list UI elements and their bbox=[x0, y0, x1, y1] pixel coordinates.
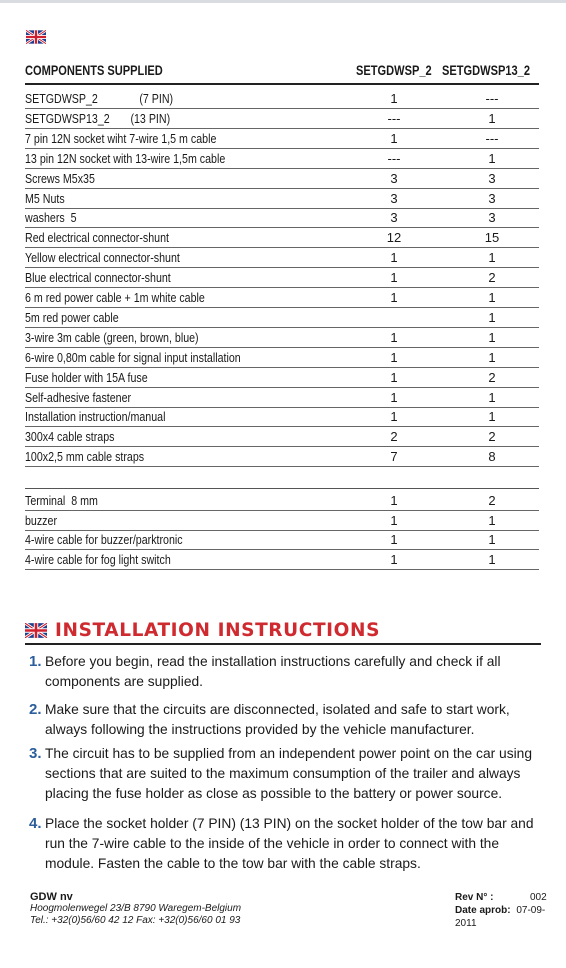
table-row bbox=[25, 130, 539, 149]
qty-setgdwsp13-2: 1 bbox=[488, 532, 496, 547]
header-rule bbox=[25, 83, 539, 85]
table-row bbox=[25, 369, 539, 388]
components-table-header bbox=[25, 63, 535, 81]
qty-setgdwsp-2: 3 bbox=[390, 170, 398, 186]
qty-setgdwsp-2: 1 bbox=[390, 493, 398, 508]
qty-setgdwsp-2: --- bbox=[387, 110, 401, 126]
component-name: 6 m red power cable + 1m white cable bbox=[25, 290, 205, 305]
component-name: Terminal 8 mm bbox=[25, 493, 98, 508]
qty-setgdwsp-2: 1 bbox=[390, 270, 398, 286]
table-row bbox=[25, 289, 539, 308]
step-text: Make sure that the circuits are disconnected, isolated and safe to start work, always following the instructions provided by the vehicle manufacturer. bbox=[45, 702, 510, 737]
date-label: Date aprob: bbox=[455, 905, 511, 916]
qty-setgdwsp-2: 1 bbox=[390, 130, 398, 146]
table-row bbox=[25, 170, 539, 189]
qty-setgdwsp13-2: 1 bbox=[488, 512, 496, 528]
component-name: 7 pin 12N socket wiht 7-wire 1,5 m cable bbox=[25, 130, 217, 146]
header-setgdwsp-2: SETGDWSP_2 bbox=[356, 63, 432, 78]
table-row bbox=[25, 329, 539, 348]
table-row bbox=[25, 531, 539, 550]
component-name: 4-wire cable for fog light switch bbox=[25, 551, 171, 567]
company-info bbox=[30, 891, 241, 927]
table-row bbox=[25, 309, 539, 328]
component-name: 13 pin 12N socket with 13-wire 1,5m cable bbox=[25, 150, 226, 166]
component-name: Self-adhesive fastener bbox=[25, 389, 132, 405]
uk-flag-icon bbox=[25, 623, 47, 638]
header-components: COMPONENTS SUPPLIED bbox=[25, 63, 163, 78]
table-row bbox=[25, 150, 539, 169]
table-row bbox=[25, 349, 539, 368]
table-row bbox=[25, 551, 539, 570]
table-row bbox=[25, 249, 539, 268]
qty-setgdwsp-2: 1 bbox=[390, 532, 398, 547]
qty-setgdwsp13-2: 2 bbox=[488, 493, 496, 508]
component-name: SETGDWSP_2 (7 PIN) bbox=[25, 91, 174, 106]
section-heading bbox=[25, 620, 545, 644]
table-row bbox=[25, 389, 539, 408]
qty-setgdwsp13-2: 1 bbox=[488, 409, 496, 425]
component-name: M5 Nuts bbox=[25, 190, 65, 206]
component-name: 6-wire 0,80m cable for signal input installation bbox=[25, 349, 241, 365]
table-row bbox=[25, 428, 539, 447]
qty-setgdwsp-2: 7 bbox=[390, 449, 398, 465]
qty-setgdwsp13-2: 1 bbox=[488, 389, 496, 405]
component-name: Fuse holder with 15A fuse bbox=[25, 369, 148, 385]
step-number: 4. bbox=[29, 815, 42, 832]
table-separator bbox=[25, 488, 539, 489]
component-name: Screws M5x35 bbox=[25, 170, 95, 186]
component-name: 4-wire cable for buzzer/parktronic bbox=[25, 532, 183, 547]
company-address: Hoogmolenwegel 23/B 8790 Waregem-Belgium bbox=[30, 903, 242, 914]
section-rule bbox=[25, 643, 541, 645]
qty-setgdwsp-2: 3 bbox=[390, 190, 398, 206]
step-number: 1. bbox=[29, 653, 42, 670]
qty-setgdwsp-2: 1 bbox=[390, 250, 398, 266]
table-row bbox=[25, 408, 539, 427]
table-row bbox=[25, 190, 539, 209]
table-row bbox=[25, 512, 539, 531]
table-row bbox=[25, 90, 539, 109]
rev-value: 002 bbox=[530, 892, 547, 903]
uk-flag-icon bbox=[26, 30, 46, 44]
qty-setgdwsp13-2: 1 bbox=[488, 349, 496, 365]
qty-setgdwsp-2: 2 bbox=[390, 429, 398, 445]
qty-setgdwsp13-2: 1 bbox=[488, 309, 496, 325]
qty-setgdwsp13-2: 2 bbox=[488, 270, 496, 286]
qty-setgdwsp-2: 1 bbox=[390, 512, 398, 528]
qty-setgdwsp13-2: --- bbox=[485, 130, 499, 146]
qty-setgdwsp-2: 1 bbox=[390, 349, 398, 365]
component-name: 100x2,5 mm cable straps bbox=[25, 449, 145, 465]
table-row bbox=[25, 209, 539, 228]
date-value: 07-09-2011 bbox=[455, 905, 546, 929]
step-number: 3. bbox=[29, 745, 42, 762]
qty-setgdwsp13-2: --- bbox=[485, 91, 499, 106]
qty-setgdwsp13-2: 8 bbox=[488, 449, 496, 465]
component-name: Yellow electrical connector-shunt bbox=[25, 250, 180, 266]
qty-setgdwsp13-2: 3 bbox=[488, 210, 496, 226]
component-name: Red electrical connector-shunt bbox=[25, 230, 169, 246]
qty-setgdwsp-2: 1 bbox=[390, 91, 398, 106]
rev-label: Rev N° : bbox=[455, 892, 494, 903]
table-row bbox=[25, 269, 539, 288]
table-row bbox=[25, 492, 539, 511]
qty-setgdwsp13-2: 1 bbox=[488, 329, 496, 345]
table-row bbox=[25, 110, 539, 129]
qty-setgdwsp13-2: 3 bbox=[488, 170, 496, 186]
step-text: Before you begin, read the installation instructions carefully and check if all components are supplied. bbox=[45, 654, 501, 689]
qty-setgdwsp-2: 12 bbox=[386, 230, 402, 246]
company-name: GDW nv bbox=[30, 891, 73, 903]
revision-info bbox=[455, 891, 555, 929]
qty-setgdwsp13-2: 1 bbox=[488, 150, 496, 166]
qty-setgdwsp-2: 1 bbox=[390, 409, 398, 425]
qty-setgdwsp-2: 1 bbox=[390, 389, 398, 405]
qty-setgdwsp13-2: 3 bbox=[488, 190, 496, 206]
qty-setgdwsp-2: --- bbox=[387, 150, 401, 166]
qty-setgdwsp13-2: 15 bbox=[484, 230, 500, 246]
qty-setgdwsp13-2: 1 bbox=[488, 290, 496, 305]
component-name: Blue electrical connector-shunt bbox=[25, 270, 171, 286]
qty-setgdwsp-2: 1 bbox=[390, 551, 398, 567]
component-name: buzzer bbox=[25, 512, 58, 528]
component-name: washers 5 bbox=[25, 210, 77, 226]
table-row bbox=[25, 448, 539, 467]
step-text: Place the socket holder (7 PIN) (13 PIN) on the socket holder of the tow bar and run the 7-wire cable to the inside of the vehicle in order to connect with the module. Fasten the cable to the tow bar with the cable straps. bbox=[45, 816, 534, 871]
qty-setgdwsp-2: 1 bbox=[390, 290, 398, 305]
qty-setgdwsp13-2: 2 bbox=[488, 429, 496, 445]
step-text: The circuit has to be supplied from an independent power point on the car using sections that are suited to the maximum consumption of the trailer and always placing the fuse holder as close as possible to the battery or power source. bbox=[45, 746, 533, 801]
component-name: 5m red power cable bbox=[25, 309, 119, 325]
section-title: INSTALLATION INSTRUCTIONS bbox=[55, 620, 380, 641]
qty-setgdwsp13-2: 1 bbox=[488, 110, 496, 126]
qty-setgdwsp13-2: 1 bbox=[488, 551, 496, 567]
step-number: 2. bbox=[29, 701, 42, 718]
table-row bbox=[25, 229, 539, 248]
qty-setgdwsp13-2: 2 bbox=[488, 369, 496, 385]
qty-setgdwsp-2: 1 bbox=[390, 329, 398, 345]
qty-setgdwsp-2: 1 bbox=[390, 369, 398, 385]
qty-setgdwsp13-2: 1 bbox=[488, 250, 496, 266]
header-setgdwsp13-2: SETGDWSP13_2 bbox=[442, 63, 530, 78]
component-name: 300x4 cable straps bbox=[25, 429, 115, 445]
component-name: 3-wire 3m cable (green, brown, blue) bbox=[25, 329, 199, 345]
component-name: SETGDWSP13_2 (13 PIN) bbox=[25, 110, 171, 126]
qty-setgdwsp-2: 3 bbox=[390, 210, 398, 226]
component-name: Installation instruction/manual bbox=[25, 409, 166, 425]
top-band bbox=[0, 0, 566, 3]
company-contact: Tel.: +32(0)56/60 42 12 Fax: +32(0)56/60 01 93 bbox=[30, 915, 241, 926]
